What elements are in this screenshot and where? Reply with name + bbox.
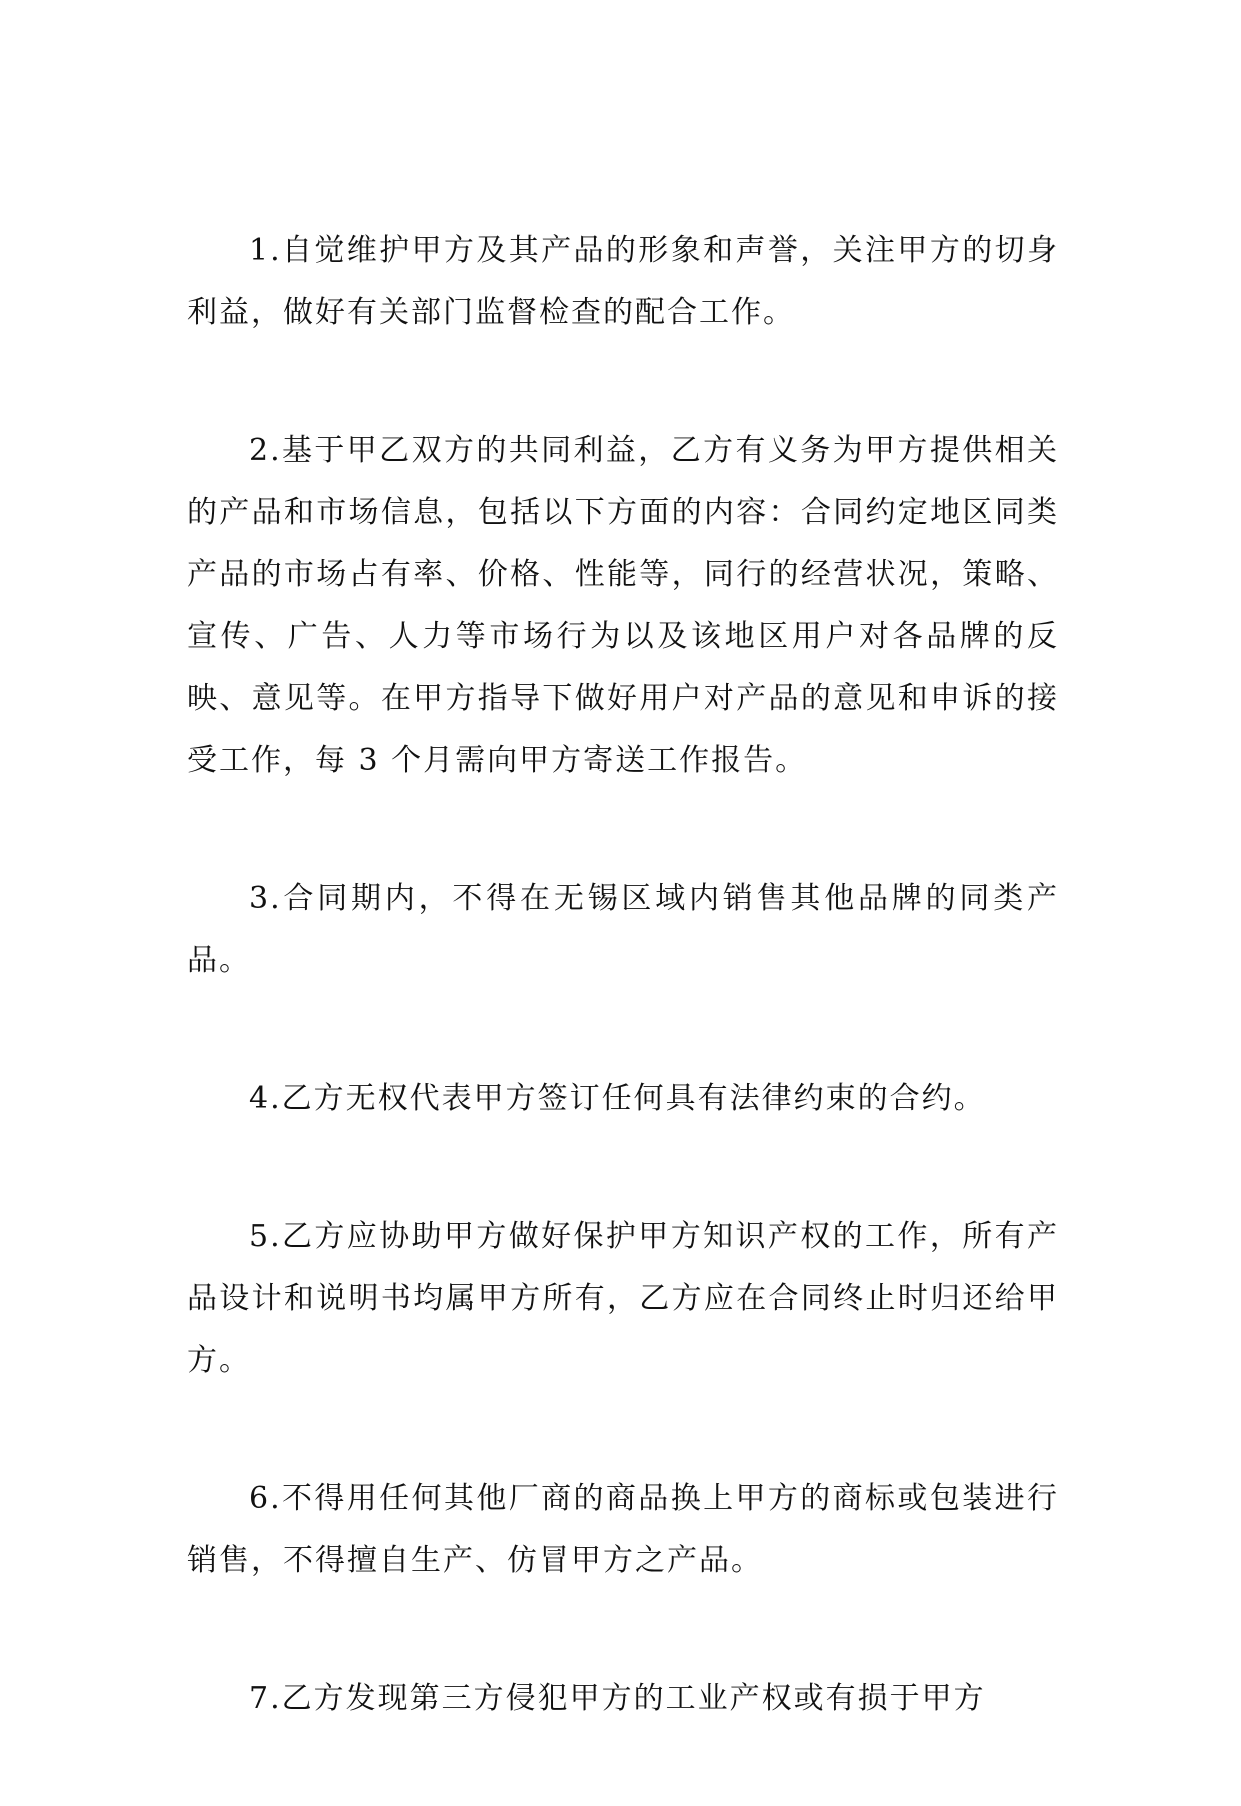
clause-1: 1.自觉维护甲方及其产品的形象和声誉，关注甲方的切身利益，做好有关部门监督检查的配合工作。 — [187, 233, 1059, 330]
document-body — [187, 220, 1059, 1806]
clause-3: 3.合同期内，不得在无锡区域内销售其他品牌的同类产品。 — [187, 881, 1059, 978]
clause-4: 4.乙方无权代表甲方签订任何具有法律约束的合约。 — [249, 1081, 986, 1116]
clause-5: 5.乙方应协助甲方做好保护甲方知识产权的工作，所有产品设计和说明书均属甲方所有，乙方应在合同终止时归还给甲方。 — [187, 1219, 1059, 1378]
clause-2: 2.基于甲乙双方的共同利益，乙方有义务为甲方提供相关的产品和市场信息，包括以下方面的内容：合同约定地区同类产品的市场占有率、价格、性能等，同行的经营状况，策略、宣传、广告、人力等市场行为以及该地区用户对各品牌的反映、意见等。在甲方指导下做好用户对产品的意见和申诉的接受工作，每 3 个月需向甲方寄送工作报告。 — [187, 433, 1059, 778]
clause-6: 6.不得用任何其他厂商的商品换上甲方的商标或包装进行销售，不得擅自生产、仿冒甲方之产品。 — [187, 1481, 1059, 1578]
clause-7: 7.乙方发现第三方侵犯甲方的工业产权或有损于甲方 — [249, 1681, 986, 1716]
